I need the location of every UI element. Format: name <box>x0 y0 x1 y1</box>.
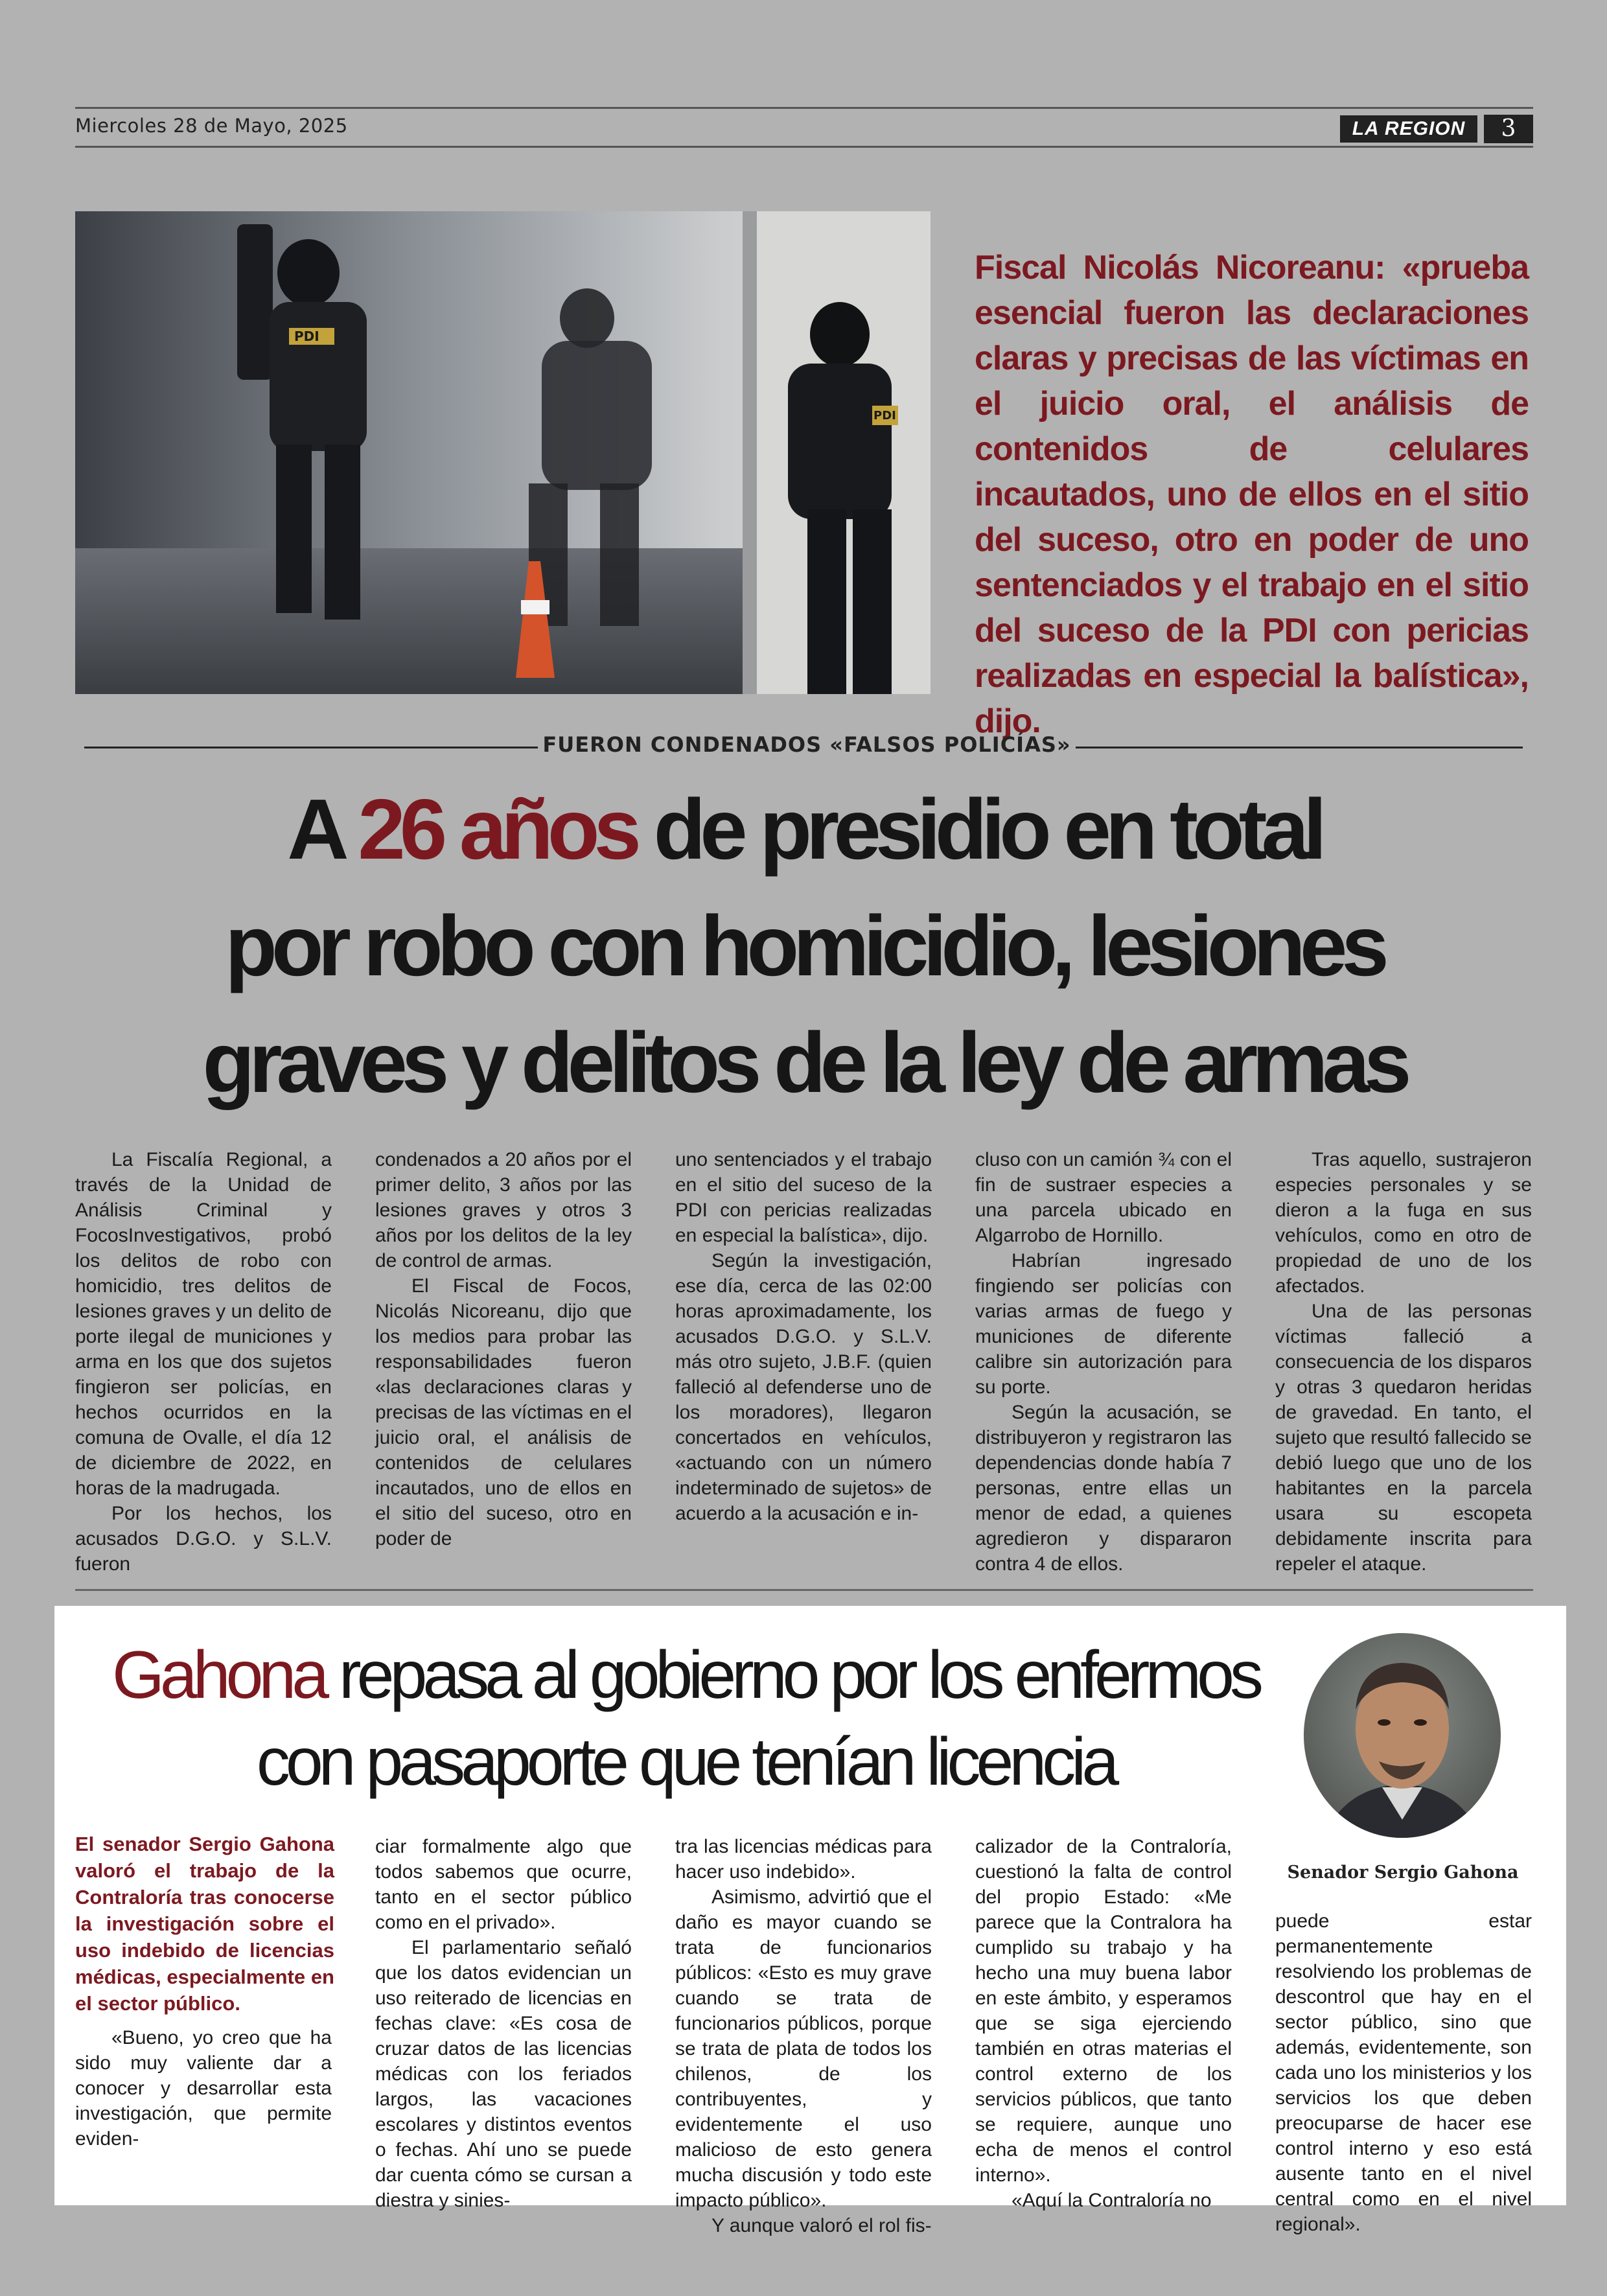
paragraph: El Fiscal de Focos, Nicolás Nicoreanu, dijo que los medios para probar las responsabilidades fueron «las declaraciones claras y precisas de las víctimas en el juicio oral, el análisis de contenidos de celulares incautados, uno de ellos en el sitio del suceso, otro en poder de <box>375 1275 632 1549</box>
article2-column-5 <box>1275 1908 1532 2237</box>
paragraph: Según la acusación, se distribuyeron y registraron las dependencias donde había 7 personas, entre ellas un menor de edad, a quienes agredieron y dispararon contra 4 de ellos. <box>975 1402 1232 1575</box>
paragraph: Habrían ingresado fingiendo ser policías con varias armas de fuego y municiones de diferente calibre sin autorización para su porte. <box>975 1250 1232 1398</box>
paragraph: ciar formalmente algo que todos sabemos que ocurre, tanto en el sector público como en el privado». <box>375 1836 632 1933</box>
headline-highlight: 26 años <box>358 782 636 877</box>
kicker-rule-left <box>84 747 538 748</box>
article-headline <box>75 771 1533 1121</box>
article2-column-1 <box>75 2025 332 2151</box>
police-operation-photo <box>75 211 931 694</box>
article2-lead: El senador Sergio Gahona valoró el trabajo de la Contraloría tras conocerse la investigación sobre el uso indebido de licencias médicas, especialmente en el sector público. <box>75 1833 334 2015</box>
header-rule-top <box>75 107 1533 109</box>
paragraph: puede estar permanentemente resolviendo los problemas de descontrol que hay en el sector público, sino que además, evidentemente, son cada uno los ministerios y los servicios los que deben preocuparse de hacer ese control interno y eso está ausente tanto en el nivel central como en el nivel regional». <box>1275 1910 1532 2235</box>
pdi-text-1: PDI <box>294 329 319 344</box>
issue-date: Miercoles 28 de Mayo, 2025 <box>75 115 348 137</box>
paragraph: Asimismo, advirtió que el daño es mayor cuando se trata de funcionarios públicos: «Esto es muy grave cuando se trata de funcionarios públicos, porque se trata de plata de todos los chilenos, de los contribuyentes, y evidentemente el uso malicioso de esto genera mucha discusión y todo este impacto público». <box>675 1886 932 2211</box>
headline-part-a: A <box>287 782 358 877</box>
article2-column-3 <box>675 1834 932 2238</box>
paragraph: Y aunque valoró el rol fis- <box>711 2215 932 2236</box>
paragraph: «Bueno, yo creo que ha sido muy valiente dar a conocer y desarrollar esta investigación, que permite eviden- <box>75 2027 332 2150</box>
paragraph: El parlamentario señaló que los datos evidencian un uso reiterado de licencias en fechas clave: «Es cosa de cruzar datos de las licencias médicas con los feriados largos, las vacaciones escolares y distintos eventos o fechas. Ahí uno se puede dar cuenta cómo se cursan a diestra y sinies- <box>375 1937 632 2211</box>
headline-line-3: graves y delitos de la ley de armas <box>202 1015 1406 1110</box>
headline2-highlight: Gahona <box>112 1638 325 1713</box>
header-rule-bottom <box>75 146 1533 148</box>
paragraph: uno sentenciados y el trabajo en el sitio del suceso de la PDI con pericias realizadas en especial la balística», dijo. <box>675 1149 932 1246</box>
portrait-caption: Senador Sergio Gahona <box>1287 1862 1519 1883</box>
paragraph: Según la investigación, ese día, cerca de las 02:00 horas aproximadamente, los acusados D.G.O. y S.L.V. más otro sujeto, J.B.F. (quien falleció al defenderse uno de los moradores), llegaron concertados en vehículos, «actuando con un número indeterminado de sujetos» de acuerdo a la acusación e in- <box>675 1250 932 1524</box>
paragraph: Tras aquello, sustrajeron especies personales y se dieron a la fuga en sus vehículos, como en otro de propiedad de uno de los afectados. <box>1275 1149 1532 1297</box>
article1-column-3 <box>675 1147 932 1526</box>
paragraph: Por los hechos, los acusados D.G.O. y S.L.V. fueron <box>75 1503 332 1575</box>
paragraph: calizador de la Contraloría, cuestionó la falta de control del propio Estado: «Me parece que la Contralora ha cumplido su trabajo y ha hecho una muy buena labor en este ámbito, y esperamos que se siga ejerciendo también en otras materias el control externo de los servicios públicos, que tanto se requiere, aunque uno echa de menos el control interno». <box>975 1836 1232 2186</box>
headline-line-2: por robo con homicidio, lesiones <box>225 898 1383 993</box>
pull-quote: Fiscal Nicolás Nicoreanu: «prueba esencial fueron las declaraciones claras y precisas de las víctimas en el juicio oral, el análisis de contenidos de celulares incautados, uno de ellos en el sitio del suceso, otro en poder de uno sentenciados y el trabajo en el sitio del suceso de la PDI con pericias realizadas en especial la balística», dijo. <box>975 249 1529 740</box>
paragraph: tra las licencias médicas para hacer uso indebido». <box>675 1836 932 1883</box>
senator-portrait <box>1301 1632 1503 1846</box>
headline2-line-1: repasa al gobierno por los enfermos <box>325 1638 1259 1713</box>
section-divider <box>75 1589 1533 1591</box>
article2-column-2 <box>375 1834 632 2213</box>
paragraph: cluso con un camión ¾ con el fin de sustraer especies a una parcela ubicado en Algarrobo de Hornillo. <box>975 1149 1232 1246</box>
kicker-rule-right <box>1076 747 1523 748</box>
article1-column-4 <box>975 1147 1232 1577</box>
pdi-text-2: PDI <box>873 409 896 423</box>
paragraph: «Aquí la Contraloría no <box>1012 2190 1212 2211</box>
paragraph: Una de las personas víctimas falleció a consecuencia de los disparos y otras 3 quedaron heridas de gravedad. En tanto, el sujeto que resultó fallecido se debió luego que uno de los habitantes en la parcela usara su escopeta debidamente inscrita para repeler el ataque. <box>1275 1301 1532 1575</box>
page-number: 3 <box>1484 115 1533 143</box>
article1-column-2 <box>375 1147 632 1551</box>
newspaper-logo: LA REGION <box>1340 115 1477 143</box>
headline2-line-2: con pasaporte que tenían licencia <box>256 1724 1115 1800</box>
paragraph: condenados a 20 años por el primer delito, 3 años por las lesiones graves y otros 3 años por los delitos de la ley de control de armas. <box>375 1149 632 1271</box>
article2-headline <box>83 1632 1288 1805</box>
article1-column-1 <box>75 1147 332 1577</box>
article2-column-4 <box>975 1834 1232 2213</box>
headline-part-b: de presidio en total <box>635 782 1321 877</box>
paragraph: La Fiscalía Regional, a través de la Unidad de Análisis Criminal y FocosInvestigativos, probó los delitos de robo con homicidio, tres delitos de lesiones graves y un delito de porte ilegal de municiones y arma en los que dos sujetos fingieron ser policías, en hechos ocurridos en la comuna de Ovalle, el día 12 de diciembre de 2022, en horas de la madrugada. <box>75 1149 332 1499</box>
article1-column-5 <box>1275 1147 1532 1577</box>
article-kicker: FUERON CONDENADOS «FALSOS POLICÍAS» <box>542 732 1071 757</box>
